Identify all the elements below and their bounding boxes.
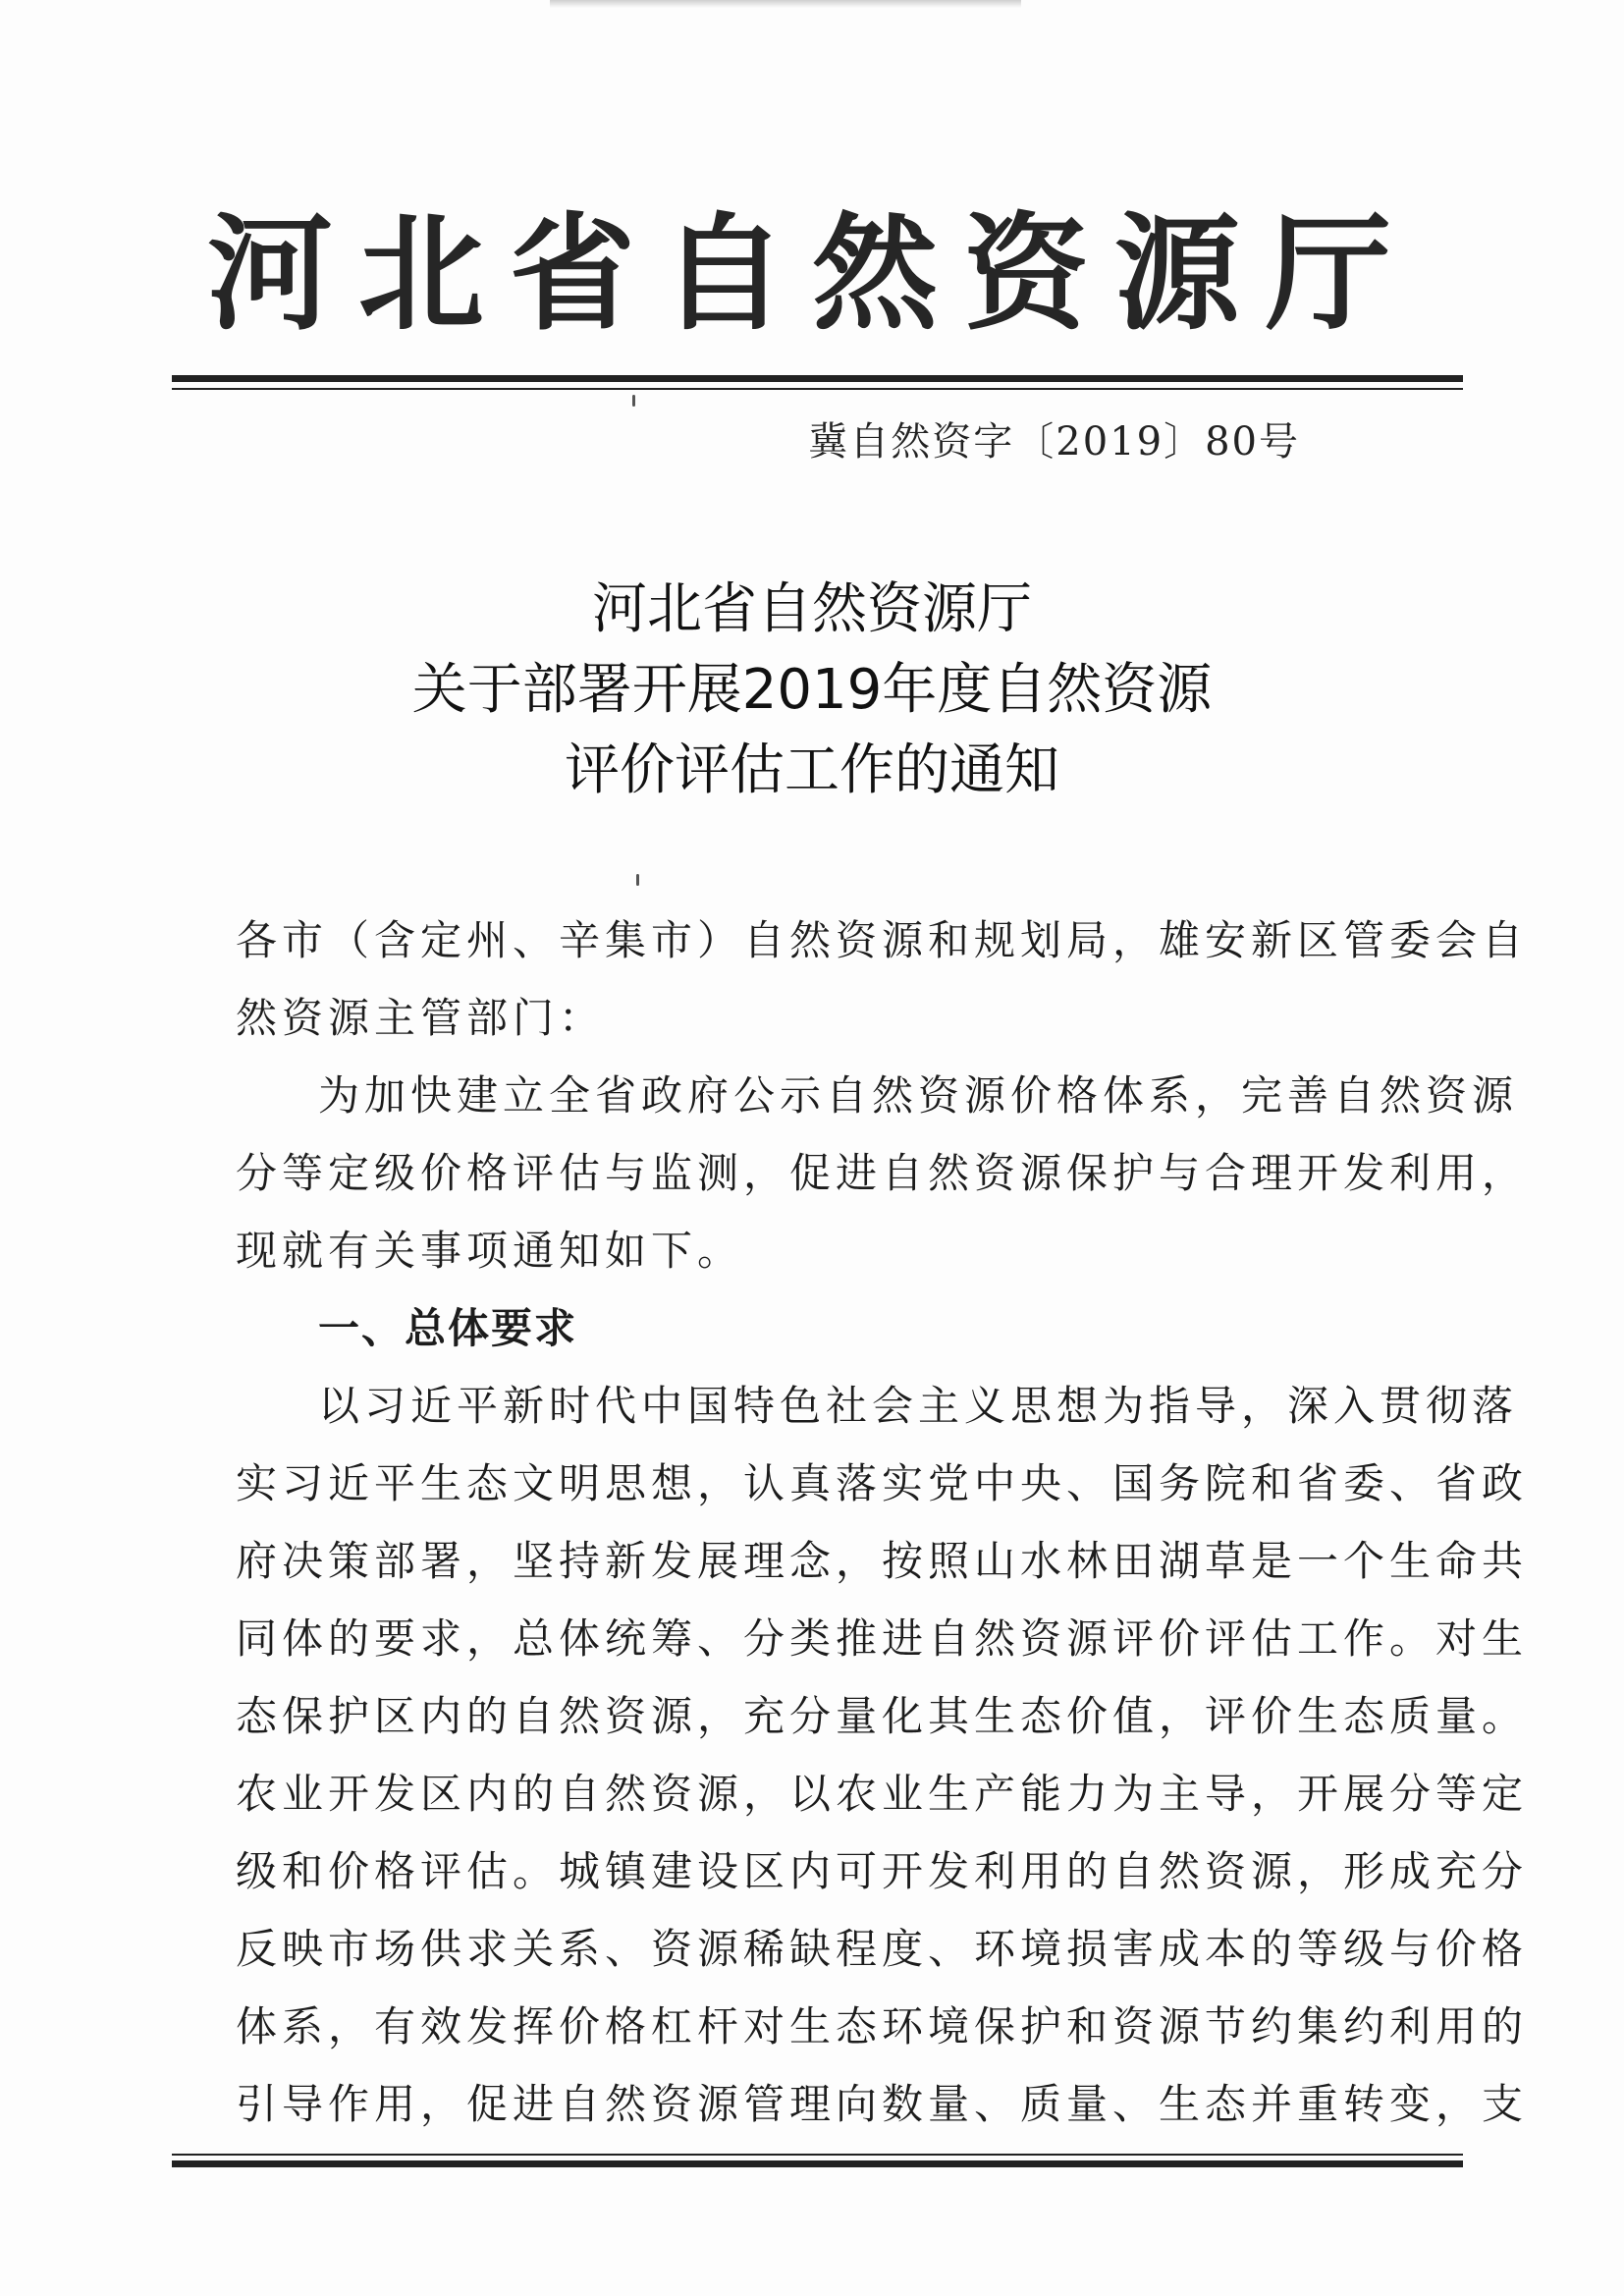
addressee-line: 各市（含定州、辛集市）自然资源和规划局，雄安新区管委会自 xyxy=(236,916,1529,964)
paragraph-line: 反映市场供求关系、资源稀缺程度、环境损害成本的等级与价格 xyxy=(236,1925,1529,1973)
paragraph-line: 府决策部署，坚持新发展理念，按照山水林田湖草是一个生命共 xyxy=(236,1537,1529,1585)
masthead-rule-thin xyxy=(172,388,1463,390)
paragraph-line: 态保护区内的自然资源，充分量化其生态价值，评价生态质量。 xyxy=(236,1692,1529,1740)
paragraph-line: 分等定级价格评估与监测，促进自然资源保护与合理开发利用， xyxy=(236,1149,1529,1197)
masthead-rule-thick xyxy=(172,375,1463,382)
section-heading: 一、总体要求 xyxy=(318,1304,578,1352)
title-line-1: 河北省自然资源厅 xyxy=(592,577,1032,641)
paragraph-line: 农业开发区内的自然资源，以农业生产能力为主导，开展分等定 xyxy=(236,1770,1529,1818)
document-title xyxy=(0,570,1624,811)
scan-artifact xyxy=(550,0,1021,8)
paragraph-line: 体系，有效发挥价格杠杆对生态环境保护和资源节约集约利用的 xyxy=(236,2002,1529,2050)
paragraph-line: 以习近平新时代中国特色社会主义思想为指导，深入贯彻落 xyxy=(318,1382,1519,1430)
title-line-3: 评价评估工作的通知 xyxy=(565,738,1059,802)
document-number: 冀自然资字〔2019〕80号 xyxy=(808,419,1300,465)
footer-rule-thin xyxy=(172,2154,1463,2156)
footer-rule-thick xyxy=(172,2160,1463,2167)
paragraph-line: 实习近平生态文明思想，认真落实党中央、国务院和省委、省政 xyxy=(236,1459,1529,1507)
scan-speck xyxy=(632,395,635,407)
paragraph-line: 现就有关事项通知如下。 xyxy=(236,1227,744,1275)
title-line-2: 关于部署开展2019年度自然资源 xyxy=(411,658,1213,722)
paragraph-line: 级和价格评估。城镇建设区内可开发利用的自然资源，形成充分 xyxy=(236,1847,1529,1895)
paragraph-line: 引导作用，促进自然资源管理向数量、质量、生态并重转变，支 xyxy=(236,2080,1529,2128)
scan-speck xyxy=(636,874,639,886)
paragraph-line: 为加快建立全省政府公示自然资源价格体系，完善自然资源 xyxy=(318,1071,1519,1120)
document-body xyxy=(236,902,1529,2143)
agency-masthead: 河北省自然资源厅 xyxy=(206,201,1417,348)
paragraph-line: 同体的要求，总体统筹、分类推进自然资源评价评估工作。对生 xyxy=(236,1614,1529,1663)
addressee-line: 然资源主管部门： xyxy=(236,994,606,1042)
